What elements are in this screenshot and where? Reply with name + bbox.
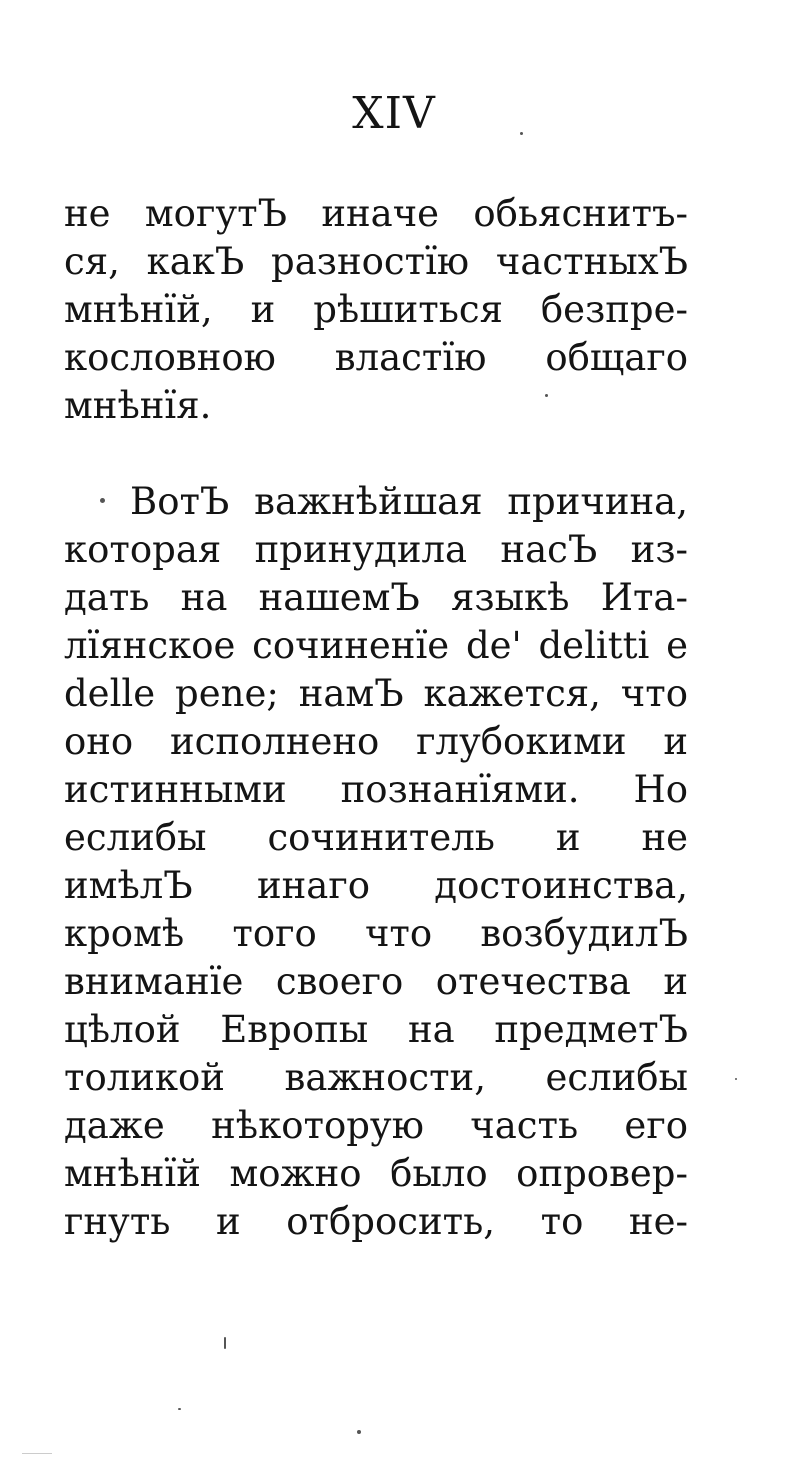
- text-line: оно исполнено глубокими и: [64, 720, 688, 763]
- text-line: еслибы сочинитель и не: [64, 816, 688, 859]
- text-line: дать на нашемЪ языкѣ Ита-: [64, 576, 688, 619]
- text-line: мнѣнїй, и рѣшиться безпре-: [64, 288, 688, 331]
- scan-speck: [735, 1078, 737, 1080]
- scan-speck: [22, 1453, 52, 1454]
- text-line: лїянское сочиненїе de' delitti e: [64, 624, 688, 667]
- scan-speck: [178, 1408, 181, 1410]
- scan-speck: [357, 1430, 361, 1434]
- text-line: гнуть и отбросить, то не-: [64, 1200, 688, 1243]
- scan-speck: [520, 132, 523, 135]
- text-line: даже нѣкоторую часть его: [64, 1104, 688, 1147]
- text-line: кромѣ того что возбудилЪ: [64, 912, 688, 955]
- text-line: вниманїе своего отечества и: [64, 960, 688, 1003]
- text-line: ВотЪ важнѣйшая причина,: [130, 480, 688, 523]
- text-line: ся, какЪ разностїю частныхЪ: [64, 240, 688, 283]
- text-line: истинными познанїями. Но: [64, 768, 688, 811]
- text-line: которая принудила насЪ из-: [64, 528, 688, 571]
- text-line: не могутЪ иначе обьяснитъ-: [64, 192, 688, 235]
- scan-speck: [224, 1337, 226, 1349]
- scan-speck: [100, 498, 105, 503]
- text-line: delle pene; намЪ кажется, что: [64, 672, 688, 715]
- text-line: толикой важности, еслибы: [64, 1056, 688, 1099]
- text-line: кословною властїю общаго: [64, 336, 688, 379]
- scan-speck: [545, 394, 548, 397]
- page-number: XIV: [352, 88, 436, 139]
- text-line: мнѣнїй можно было опровер-: [64, 1152, 688, 1195]
- text-line: мнѣнїя.: [64, 384, 212, 427]
- text-line: цѣлой Европы на предметЪ: [64, 1008, 688, 1051]
- text-line: имѣлЪ инаго достоинства,: [64, 864, 688, 907]
